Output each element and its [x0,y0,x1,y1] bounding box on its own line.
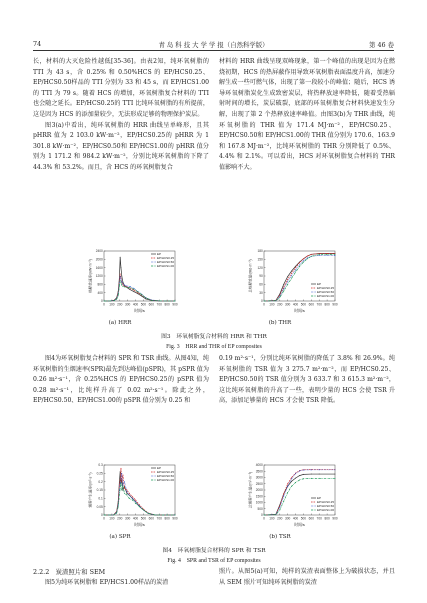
x-tick-label: 600 [148,302,154,307]
data-point [137,291,138,292]
data-point [319,254,320,255]
y-tick-label: 3000 [255,475,263,480]
x-tick-label: 800 [324,516,330,521]
series-line-4 [104,483,175,515]
series-line-4 [104,281,175,302]
data-point [279,297,280,298]
paragraph: 图5为纯环氧树脂和 EP/HCS1.00样品的炭渣 [45,579,169,586]
data-point [137,292,138,293]
data-point [335,253,336,254]
data-point [121,473,122,474]
data-point [303,474,304,475]
data-point [175,301,176,302]
y-tick-label: 0.3 [98,463,103,468]
data-point [130,286,131,287]
data-point [287,279,288,280]
data-point [121,490,122,491]
data-point [319,469,320,470]
series-line-3 [104,277,175,301]
legend-label: EP/HCS0.50 [317,504,335,509]
y-tick-label: 60 [259,282,263,287]
data-point [121,281,122,282]
data-point [295,272,296,273]
data-point [121,285,122,286]
data-point [287,483,288,484]
data-point [303,470,304,471]
data-point [283,291,284,292]
x-tick-label: 600 [148,516,154,521]
paragraph: 图3(a)中看出，纯环氧树脂的 HRR 曲线呈单峰形，且其 pHRR 值为 2 103.0 kW·m⁻²，EP/HCS0.25的 pHRR 为 1 301.8 kW·m⁻²，EP/HCS0.50和 EP/HCS1.00的 pHRR 值分别为 1 171.2 和 984.2 kW·m⁻²，分别比纯环氧树脂的下降了 44.3% 和 53.2%。而且，含 HCS 的环氧树脂复合 [33,121,209,171]
figure-3b-thr-chart [248,248,338,314]
data-point [110,300,111,301]
x-tick-label: 0 [263,302,265,307]
figure-4b-tsr-chart [248,462,338,528]
data-point [303,262,304,263]
paragraph: 0.19 m²·s⁻¹，分别比纯环氧树脂的降低了 3.8% 和 26.9%。纯环氧树脂的 TSR 值为 3 275.7 m²·m⁻²，而 EP/HCS0.25、EP/HCS0.50的 TSR 值分别为 3 633.7 和 3 615.3 m²·m⁻²，这比纯环氧树脂的升高了一些，表明少量的 HCS 会使 TSR 升高，添加足够量的 HCS 才会使 TSR 降低。 [219,355,395,405]
y-tick-label: 800 [97,282,103,287]
y-tick-label: 1500 [255,494,263,499]
data-point [295,269,296,270]
legend-label: EP/HCS0.25 [157,256,175,261]
legend-label: EP [157,252,162,257]
data-point [121,478,122,479]
figure-4-caption-en: Fig. 4 SPR and TSR of EP composites [167,558,261,564]
x-axis-label: 时间/s [294,523,305,527]
y-tick-label: 1000 [255,500,263,505]
data-point [295,478,296,479]
data-point [121,278,122,279]
data-point [283,496,284,497]
data-point [279,507,280,508]
data-point [275,514,276,515]
data-point [283,501,284,502]
data-point [119,495,120,496]
legend-label: EP/HCS1.00 [317,508,335,513]
data-point [264,515,265,516]
data-point [299,471,300,472]
data-point [121,267,122,268]
data-point [335,255,336,256]
data-point [327,255,328,256]
data-point [134,288,135,289]
data-point [121,279,122,280]
x-tick-label: 400 [132,302,139,307]
data-point [129,493,130,494]
data-point [311,469,312,470]
data-point [291,275,292,276]
data-point [287,486,288,487]
x-tick-label: 900 [332,516,338,521]
data-point [135,503,136,504]
figure-4b-label: (b) TSR [269,534,291,540]
data-point [279,510,280,511]
x-tick-label: 800 [324,302,330,307]
data-point [121,483,122,484]
data-point [311,478,312,479]
data-point [287,281,288,282]
data-point [129,498,130,499]
volume-label: 第 46 卷 [369,41,394,49]
x-axis-label: 时间/s [294,309,305,313]
x-tick-label: 300 [285,302,291,307]
x-tick-label: 700 [316,516,322,521]
data-point [145,298,146,299]
data-point [122,475,123,476]
data-point [335,254,336,255]
data-point [134,289,135,290]
y-tick-label: 2000 [95,257,103,262]
data-point [137,293,138,294]
data-point [107,301,108,302]
data-point [295,267,296,268]
x-tick-label: 500 [300,302,307,307]
data-point [287,284,288,285]
x-tick-label: 600 [308,516,314,521]
data-point [120,257,121,258]
x-tick-label: 900 [332,302,338,307]
text-column-right-bottom [219,567,395,593]
y-tick-label: 2500 [255,481,263,486]
y-tick-label: 500 [257,506,263,511]
x-tick-label: 300 [285,516,291,521]
data-point [118,295,119,296]
data-point [303,260,304,261]
x-tick-label: 200 [117,516,123,521]
data-point [124,488,125,489]
data-point [118,505,119,506]
legend-label: EP/HCS0.50 [157,260,175,265]
data-point [283,284,284,285]
x-tick-label: 200 [277,302,283,307]
data-point [126,491,127,492]
legend-label: EP/HCS0.50 [157,474,175,479]
x-tick-label: 0 [103,516,105,521]
data-point [335,478,336,479]
legend-label: EP [157,466,162,471]
y-tick-label: 400 [97,290,103,295]
data-point [295,473,296,474]
x-tick-label: 100 [109,302,115,307]
x-tick-label: 200 [277,516,283,521]
x-tick-label: 300 [125,516,131,521]
figure-4a-spr-chart [88,462,178,528]
data-point [134,290,135,291]
x-tick-label: 200 [117,302,123,307]
data-point [122,286,123,287]
x-tick-label: 800 [164,302,170,307]
data-point [118,506,119,507]
data-point [335,474,336,475]
data-point [287,276,288,277]
data-point [291,273,292,274]
x-tick-label: 700 [156,302,162,307]
text-column-right-mid [219,354,395,418]
y-tick-label: 1600 [95,265,103,270]
data-point [132,498,133,499]
legend-label: EP/HCS1.00 [157,264,175,269]
x-tick-label: 400 [292,516,299,521]
data-point [126,286,127,287]
data-point [122,486,123,487]
figure-3b-label: (b) THR [268,320,292,326]
text-column-left-top [33,57,209,187]
data-point [141,296,142,297]
data-point [141,294,142,295]
data-point [132,496,133,497]
data-point [291,271,292,272]
data-point [311,474,312,475]
legend-label: EP [317,496,322,501]
x-tick-label: 700 [156,516,162,521]
data-point [120,280,121,281]
data-point [311,256,312,257]
data-point [124,486,125,487]
figure-3-caption: 图3 环氧树脂复合材料的 HRR 和 THR [161,334,267,340]
data-point [287,492,288,493]
data-point [122,284,123,285]
data-point [155,515,156,516]
x-tick-label: 300 [125,302,131,307]
data-point [145,297,146,298]
data-point [291,278,292,279]
series-line-2 [104,274,175,301]
legend-label: EP/HCS1.00 [157,478,175,483]
data-point [124,285,125,286]
data-point [122,490,123,491]
data-point [299,480,300,481]
legend-label: EP/HCS0.25 [157,470,175,475]
data-point [116,299,117,300]
y-tick-label: 120 [257,265,263,270]
y-tick-label: 0.05 [96,504,103,509]
x-tick-label: 0 [103,302,105,307]
data-point [114,300,115,301]
journal-title: 青 岛 科 技 大 学 学 报（自然科学版） [158,41,269,49]
data-point [299,262,300,263]
y-axis-label: 总烟雾产生量/(m²·m⁻²) [248,471,253,509]
x-tick-label: 600 [308,302,314,307]
legend-label: EP/HCS1.00 [317,294,335,299]
data-point [120,483,121,484]
paragraph: 长，材料的大灭危险性越低[35-36]。由表2知，纯环氧树脂的 TTI 为 43 s，含 0.25% 和 0.50%HCS 的 EP/HCS0.25、EP/HCS0.50样品的 TTI 分别为 33 和 45 s，而 EP/HCS1.00 的 TTI 为 79 s。随着 HCS 的增加，环氧树脂复合材料的 TTI 也会随之延长。EP/HCS0.25的 TTI 比纯环氧树脂的有所提前，这是因为 HCS 的添加量较少，无法形成足够的物理保护炭层。 [33,58,209,118]
text-column-right-top [219,57,395,227]
y-axis-label: 热释放速率/(kW·m⁻²) [88,259,93,293]
y-tick-label: 150 [257,257,263,262]
data-point [121,282,122,283]
legend-label: EP [317,282,322,287]
data-point [120,276,121,277]
data-point [148,513,149,514]
x-tick-label: 100 [269,302,275,307]
y-tick-label: 0 [101,513,103,518]
x-tick-label: 500 [140,516,147,521]
data-point [124,481,125,482]
x-tick-label: 400 [292,302,299,307]
data-point [335,469,336,470]
y-tick-label: 90 [259,274,263,279]
data-point [283,493,284,494]
data-point [175,515,176,516]
data-point [135,500,136,501]
y-tick-label: 1200 [95,274,103,279]
y-tick-label: 30 [259,290,263,295]
x-tick-label: 500 [300,516,307,521]
data-point [327,253,328,254]
data-point [126,493,127,494]
data-point [122,282,123,283]
legend-label: EP/HCS0.50 [317,290,335,295]
page-number: 74 [33,40,42,48]
data-point [151,300,152,301]
data-point [275,300,276,301]
data-point [319,474,320,475]
data-point [303,478,304,479]
header-rule [33,50,394,51]
data-point [279,294,280,295]
x-tick-label: 0 [263,516,265,521]
paragraph: 照片。从图5(a)可知，纯样的炭渣表面整体上为破损状态，并且从 SEM 照片可知纯环氧树脂的炭渣 [219,568,395,586]
data-point [121,481,122,482]
y-axis-label: 总热释放量/(MJ·m⁻²) [248,259,253,293]
y-tick-label: 180 [257,249,263,254]
y-tick-label: 4000 [255,463,263,468]
data-point [130,287,131,288]
x-tick-label: 100 [109,516,115,521]
data-point [124,286,125,287]
data-point [303,258,304,259]
data-point [119,286,120,287]
data-point [327,254,328,255]
data-point [126,495,127,496]
data-point [143,510,144,511]
y-tick-label: 0 [261,513,263,518]
data-point [113,515,114,516]
data-point [121,276,122,277]
legend-label: EP/HCS0.25 [317,286,335,291]
data-point [307,257,308,258]
data-point [135,501,136,502]
data-point [104,515,105,516]
legend-label: EP/HCS0.25 [317,500,335,505]
data-point [130,289,131,290]
y-tick-label: 3500 [255,469,263,474]
data-point [122,485,123,486]
figure-3a-hrr-chart [88,248,178,314]
y-tick-label: 0.2 [98,479,103,484]
data-point [159,300,160,301]
data-point [120,488,121,489]
data-point [283,288,284,289]
figure-3-caption-en: Fig. 3 HRR and THR of EP composites [166,344,262,350]
y-tick-label: 2000 [255,488,263,493]
x-tick-label: 500 [140,302,147,307]
data-point [116,513,117,514]
data-point [299,475,300,476]
data-point [122,283,123,284]
data-point [295,266,296,267]
data-point [291,486,292,487]
data-point [299,264,300,265]
x-tick-label: 100 [269,516,275,521]
y-axis-label: 烟雾产生速率/(m²·s⁻¹) [88,472,93,508]
paragraph: 材料的 HRR 曲线呈现双峰现象，第一个峰值的出现是因为在燃烧初期，HCS 的热屏蔽作用导致环氧树脂表面温度升高，加速分解生成一些可燃气体，出现了第一段较小的峰值；随后，HCS 诱导环氧树脂炭化生成致密炭层，将热释放速率降低，随着受热辐射时间的增长，炭层破裂，底部的环氧树脂复合材料快速发生分解，出现了第 2 个热释放速率峰值。由图3(b)为 THR 曲线，纯环氧树脂的 THR 值为 171.4 MJ·m⁻²，EP/HCS0.25、EP/HCS0.50和 EP/HCS1.00的 THR 值分别为 170.6、163.9 和 167.8 MJ·m⁻²，比纯环氧树脂的 THR 分别降低了 0.5%、4.4% 和 2.1%。可以看出，HCS 对环氧树脂复合材料的 THR 值影响不大。 [219,58,395,171]
paragraph: 图4为环氧树脂复合材料的 SPR 和 TSR 曲线。从图4知，纯环氧树脂的生烟速率(SPR)最先到达峰值(pSPR)，其 pSPR 值为 0.26 m²·s⁻¹，含 0.25%HCS 的 EP/HCS0.25的 pSPR 值为 0.28 m²·s⁻¹，比纯样升高了 0.02 m²·s⁻¹。除此之外，EP/HCS0.50、EP/HCS1.00的 pSPR 值分别为 0.25 和 [33,355,209,405]
data-point [307,258,308,259]
text-column-left-mid [33,354,209,418]
section-heading: 2.2.2 炭渣照片和 SEM [33,568,106,576]
y-tick-label: 0.25 [96,471,103,476]
x-tick-label: 900 [172,302,178,307]
data-point [319,253,320,254]
text-column-left-bottom [33,578,209,592]
data-point [124,493,125,494]
x-axis-label: 时间/s [134,309,145,313]
y-tick-label: 0.1 [98,496,103,501]
data-point [319,478,320,479]
data-point [104,301,105,302]
data-point [291,478,292,479]
data-point [319,255,320,256]
data-point [311,254,312,255]
y-tick-label: 0.15 [96,488,103,493]
figure-4a-label: (a) SPR [109,534,131,540]
data-point [307,256,308,257]
figure-3a-label: (a) HRR [108,320,132,326]
data-point [295,482,296,483]
x-axis-label: 时间/s [134,523,145,527]
x-tick-label: 900 [172,516,178,521]
x-tick-label: 700 [316,302,322,307]
data-point [299,266,300,267]
data-point [132,500,133,501]
y-tick-label: 2400 [95,249,103,254]
x-tick-label: 800 [164,516,170,521]
data-point [167,301,168,302]
data-point [120,273,121,274]
data-point [283,287,284,288]
data-point [134,291,135,292]
y-tick-label: 0 [261,299,263,304]
y-tick-label: 0 [101,299,103,304]
figure-4-caption: 图4 环氧树脂复合材料的 SPR 和 TSR [162,548,266,554]
data-point [121,468,122,469]
data-point [139,506,140,507]
x-tick-label: 400 [132,516,139,521]
data-point [264,301,265,302]
data-point [126,287,127,288]
data-point [129,495,130,496]
data-point [291,481,292,482]
